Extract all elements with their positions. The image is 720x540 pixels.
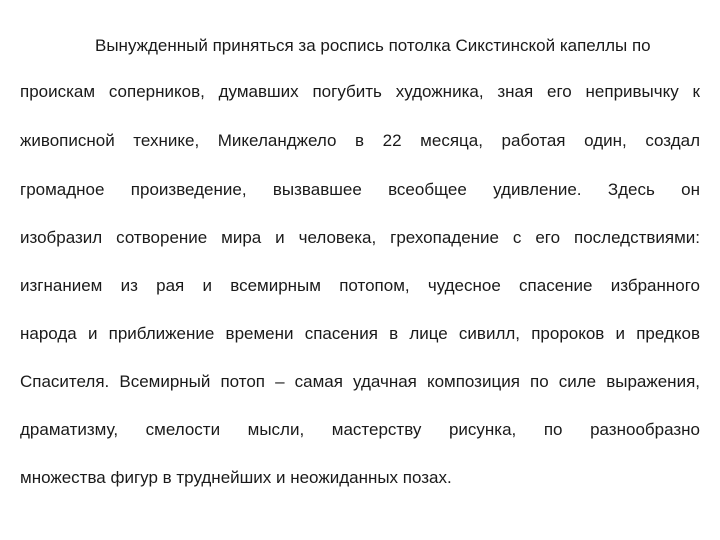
text-line-5: изобразил сотворение мира и человека, грехопадение с его последствиями: [20, 228, 700, 247]
text-line-1: Вынужденный приняться за роспись потолка Сикстинской капеллы по [95, 36, 651, 55]
text-line-4: громадное произведение, вызвавшее всеобщее удивление. Здесь он [20, 180, 700, 199]
text-line-9: драматизму, смелости мысли, мастерству рисунка, по разнообразно [20, 420, 700, 439]
text-line-10: множества фигур в труднейших и неожиданных позах. [20, 468, 452, 487]
text-line-7: народа и приближение времени спасения в лице сивилл, пророков и предков [20, 324, 700, 343]
text-line-2: проискам соперников, думавших погубить художника, зная его непривычку к [20, 82, 700, 101]
text-line-8: Спасителя. Всемирный потоп – самая удачная композиция по силе выражения, [20, 372, 700, 391]
text-line-6: изгнанием из рая и всемирным потопом, чудесное спасение избранного [20, 276, 700, 295]
text-line-3: живописной технике, Микеланджело в 22 месяца, работая один, создал [20, 131, 700, 150]
